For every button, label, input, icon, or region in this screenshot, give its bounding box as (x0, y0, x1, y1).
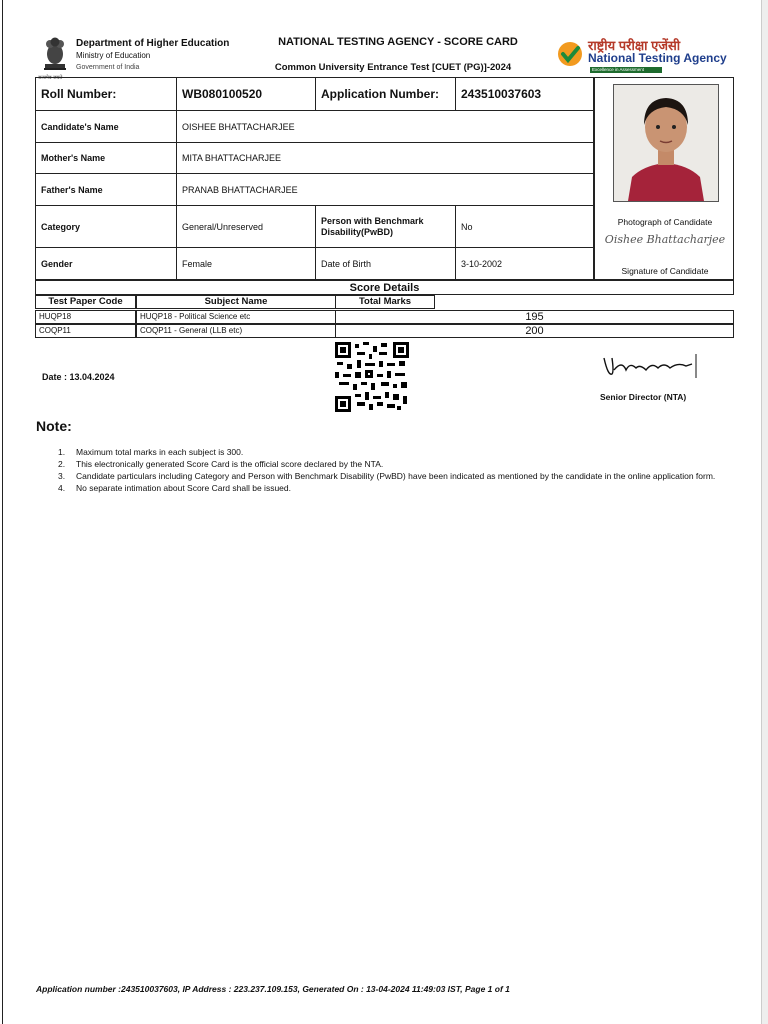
issue-date: Date : 13.04.2024 (42, 372, 115, 382)
category-value: General/Unreserved (176, 205, 316, 248)
card-title: NATIONAL TESTING AGENCY - SCORE CARD (278, 36, 518, 48)
note-heading: Note: (36, 418, 72, 434)
row-1-subject: HUQP18 - Political Science etc (136, 310, 336, 324)
qr-code (335, 342, 409, 412)
row-2-subject: COQP11 - General (LLB etc) (136, 324, 336, 338)
department-block (76, 38, 229, 74)
emblem-caption: सत्यमेव जयते (38, 75, 63, 81)
col-header-subject: Subject Name (136, 295, 336, 309)
gender-label: Gender (35, 247, 177, 280)
government-name: Government of India (76, 64, 140, 71)
father-name-label: Father's Name (35, 173, 177, 206)
ministry-name: Ministry of Education (76, 51, 151, 60)
exam-subtitle: Common University Entrance Test [CUET (PG)]-2024 (274, 62, 512, 73)
page-edge-right (761, 0, 768, 1024)
note-list (58, 446, 738, 494)
row-2-code: COQP11 (35, 324, 136, 338)
row-1-marks: 195 (335, 310, 734, 324)
national-emblem-icon (42, 34, 68, 74)
note-item: 1. Maximum total marks in each subject is 300. (58, 447, 244, 457)
nta-tagline: Excellence in Assessment (590, 67, 662, 73)
candidate-name-label: Candidate's Name (35, 110, 177, 143)
note-item: 3. Candidate particulars including Category and Person with Benchmark Disability (PwBD) have been indicated as mentioned by the candidate in the online application form. (58, 471, 716, 481)
candidate-photo (613, 84, 719, 202)
dept-name: Department of Higher Education (76, 38, 230, 49)
director-signature (600, 350, 710, 382)
col-header-marks: Total Marks (335, 295, 435, 309)
score-details-heading: Score Details (35, 280, 734, 295)
application-number-value: 243510037603 (455, 77, 594, 111)
candidate-details-table (35, 77, 594, 280)
pwbd-label: Person with Benchmark Disability(PwBD) (315, 205, 456, 248)
nta-logo-icon (556, 40, 584, 68)
mother-name-value: MITA BHATTACHARJEE (176, 142, 594, 174)
dob-value: 3-10-2002 (455, 247, 594, 280)
dob-label: Date of Birth (315, 247, 456, 280)
father-name-value: PRANAB BHATTACHARJEE (176, 173, 594, 206)
note-text-3: Candidate particulars including Category and Person with Benchmark Disability (PwBD) have been indicated as mentioned by the candidate in the online application form. (76, 471, 716, 481)
row-1-code: HUQP18 (35, 310, 136, 324)
note-item: 4. No separate intimation about Score Card shall be issued. (58, 483, 291, 493)
signature-caption: Signature of Candidate (621, 266, 709, 276)
page-edge-left (2, 0, 3, 1024)
note-text-2: This electronically generated Score Card is the official score declared by the NTA. (76, 459, 384, 469)
gender-value: Female (176, 247, 316, 280)
nta-english-name: National Testing Agency (588, 51, 727, 65)
application-number-label: Application Number: (315, 77, 456, 111)
candidate-signature: Oishee Bhattacharjee (604, 233, 726, 246)
photo-caption: Photograph of Candidate (617, 217, 713, 227)
category-label: Category (35, 205, 177, 248)
note-text-4: No separate intimation about Score Card shall be issued. (76, 483, 291, 493)
photo-signature-box (594, 77, 734, 280)
nta-hindi-name: राष्ट्रीय परीक्षा एजेंसी (588, 38, 681, 53)
mother-name-label: Mother's Name (35, 142, 177, 174)
note-item: 2. This electronically generated Score Card is the official score declared by the NTA. (58, 459, 384, 469)
director-caption: Senior Director (NTA) (600, 392, 687, 402)
roll-number-label: Roll Number: (35, 77, 177, 111)
footer-metadata: Application number :243510037603, IP Address : 223.237.109.153, Generated On : 13-04-2024 11:49:03 IST, Page 1 of 1 (36, 984, 510, 994)
roll-number-value: WB080100520 (176, 77, 316, 111)
pwbd-value: No (455, 205, 594, 248)
col-header-code: Test Paper Code (35, 295, 136, 309)
row-2-marks: 200 (335, 324, 734, 338)
candidate-name-value: OISHEE BHATTACHARJEE (176, 110, 594, 143)
note-text-1: Maximum total marks in each subject is 300. (76, 447, 244, 457)
